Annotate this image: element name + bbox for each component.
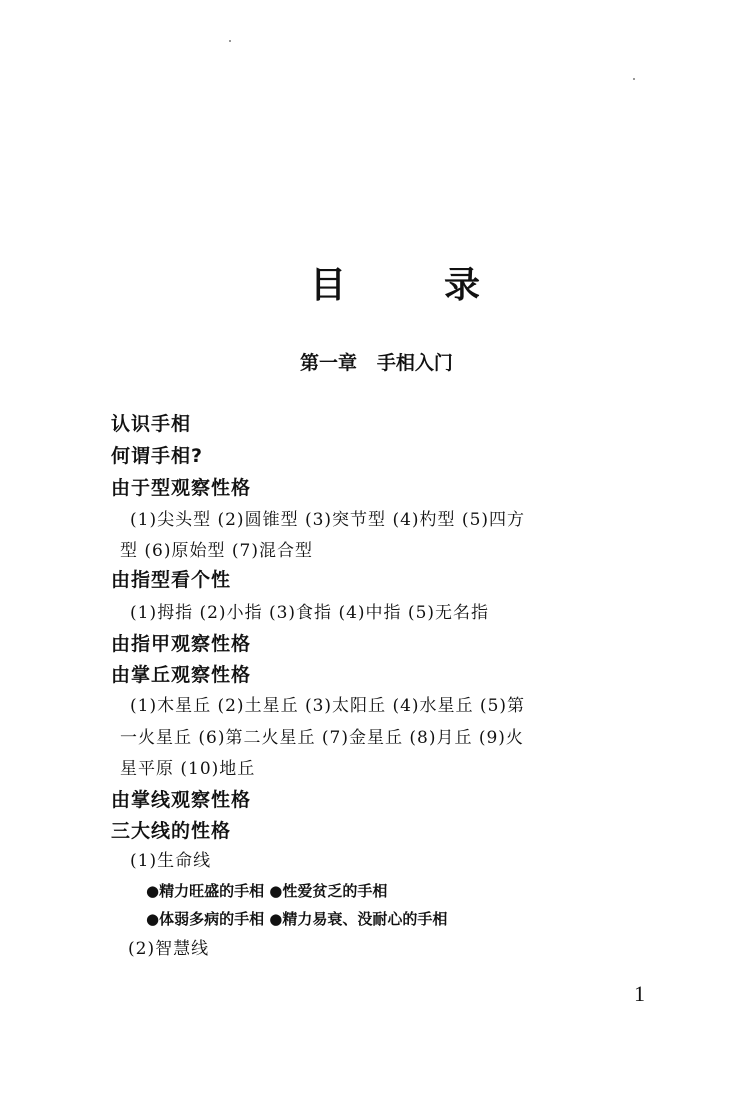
toc-subentry: (1)拇指 (2)小指 (3)食指 (4)中指 (5)无名指 bbox=[130, 603, 490, 623]
toc-subentry: 型 (6)原始型 (7)混合型 bbox=[120, 541, 313, 561]
title-char-2: 录 bbox=[443, 265, 480, 306]
toc-bullet-item: ●精力旺盛的手相 ●性爱贫乏的手相 bbox=[146, 882, 388, 900]
page-number: 1 bbox=[634, 981, 645, 1006]
scan-speck bbox=[633, 78, 635, 80]
toc-entry: 三大线的性格 bbox=[111, 820, 232, 842]
toc-entry: 由指甲观察性格 bbox=[111, 633, 252, 655]
chapter-heading bbox=[300, 350, 453, 376]
toc-entry: 由掌丘观察性格 bbox=[111, 664, 252, 686]
title-char-1: 目 bbox=[310, 265, 347, 306]
toc-subentry: (2)智慧线 bbox=[128, 939, 210, 959]
chapter-name: 手相入门 bbox=[376, 352, 453, 374]
toc-subentry: (1)尖头型 (2)圆锥型 (3)突节型 (4)杓型 (5)四方 bbox=[130, 510, 526, 530]
toc-entry: 由于型观察性格 bbox=[111, 477, 252, 499]
toc-subentry: (1)生命线 bbox=[130, 851, 212, 871]
chapter-label: 第一章 bbox=[300, 352, 358, 374]
toc-entry: 由指型看个性 bbox=[111, 569, 232, 591]
toc-entry: 认识手相 bbox=[111, 413, 192, 435]
toc-subentry: 星平原 (10)地丘 bbox=[120, 759, 256, 779]
toc-subentry: 一火星丘 (6)第二火星丘 (7)金星丘 (8)月丘 (9)火 bbox=[120, 728, 524, 748]
toc-bullet-item: ●体弱多病的手相 ●精力易衰、没耐心的手相 bbox=[146, 910, 448, 928]
toc-subentry: (1)木星丘 (2)土星丘 (3)太阳丘 (4)水星丘 (5)第 bbox=[130, 696, 526, 716]
toc-entry: 何谓手相? bbox=[111, 445, 204, 467]
page-title bbox=[310, 262, 480, 310]
toc-entry: 由掌线观察性格 bbox=[111, 789, 252, 811]
scan-speck bbox=[229, 40, 231, 42]
